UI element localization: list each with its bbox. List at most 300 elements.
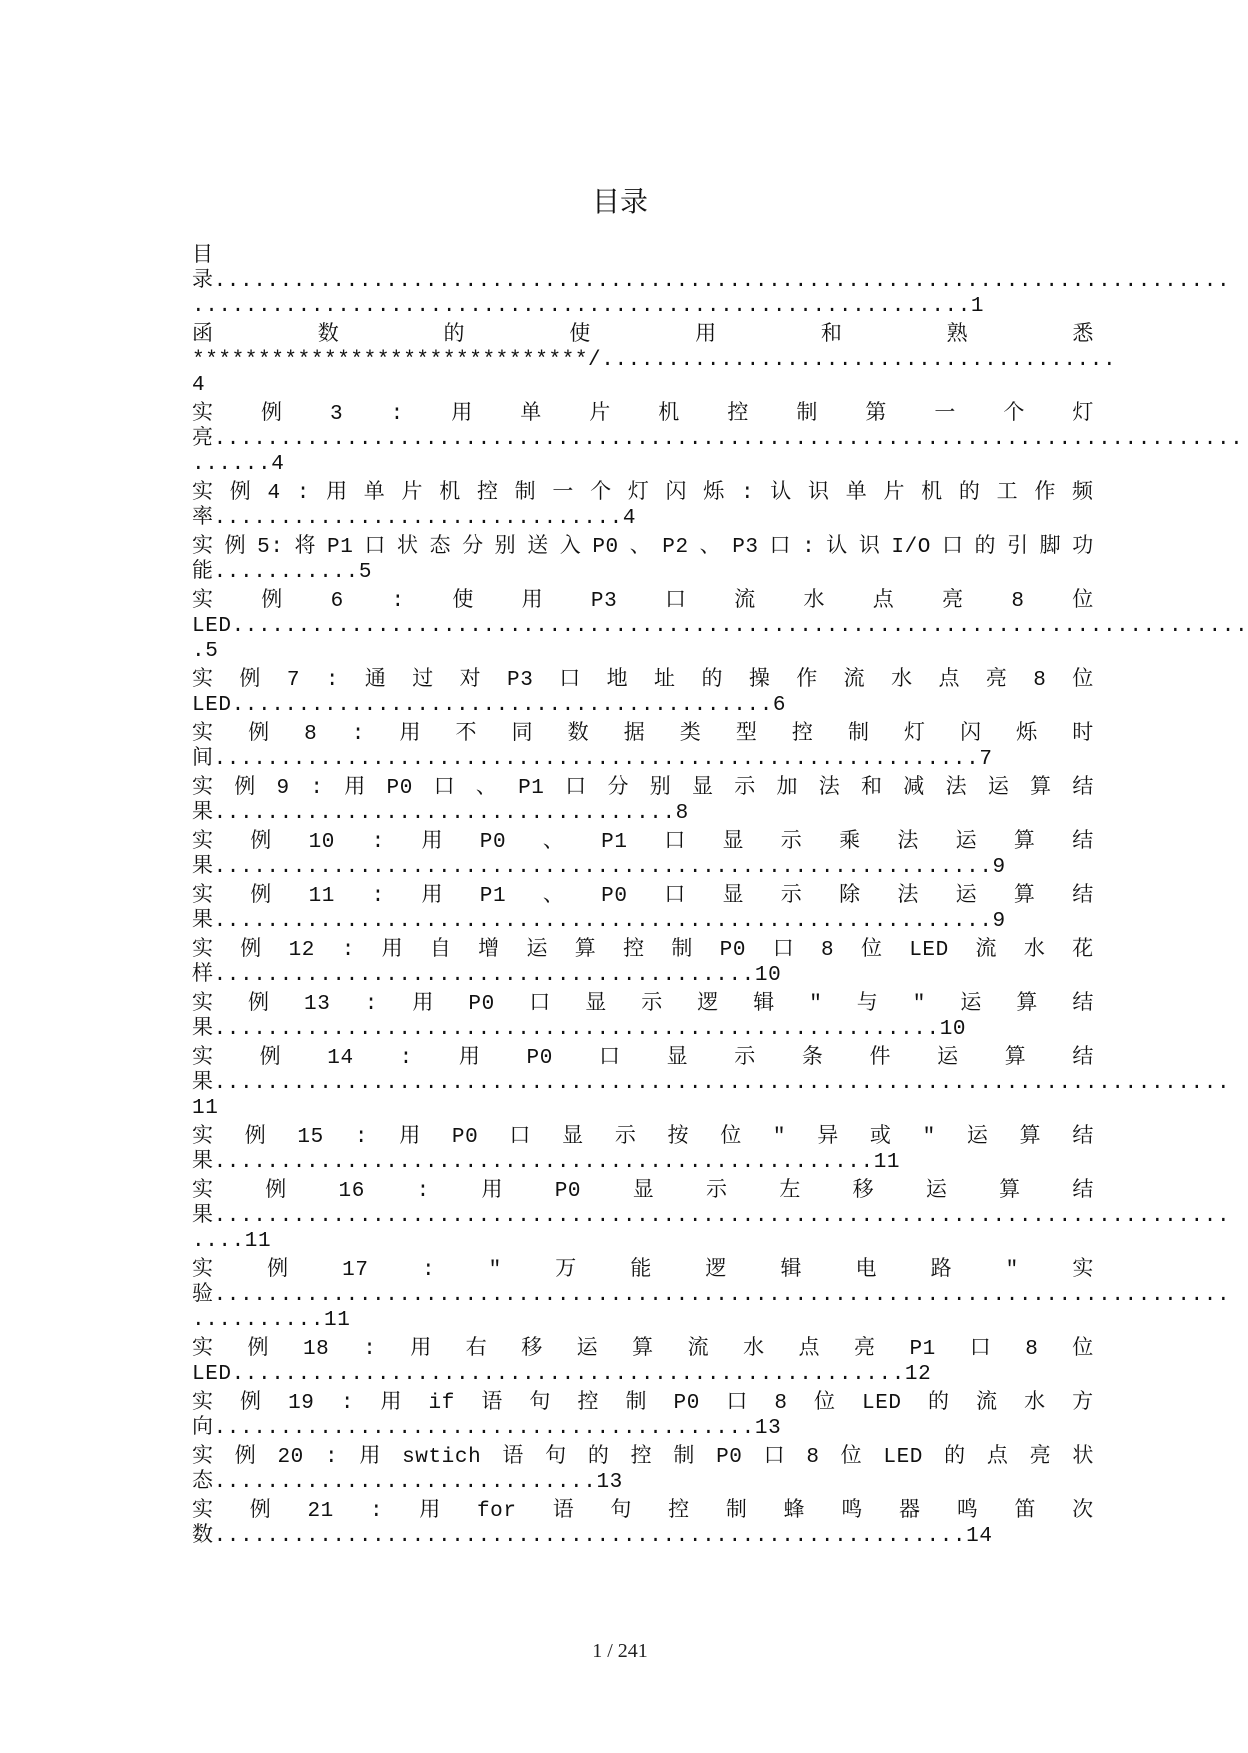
toc-entry-token: 态 (429, 536, 452, 559)
toc-entry-token: P1 (327, 536, 354, 559)
toc-entry-token: 水 (803, 590, 826, 613)
toc-entry-token: 路 (930, 1259, 953, 1282)
toc-entry[interactable] (192, 481, 1094, 531)
toc-entry-token: 示 (734, 777, 756, 800)
page-title: 目录 (591, 185, 648, 218)
toc-entry-token: : (351, 723, 365, 746)
toc-entry-token: : (371, 885, 385, 908)
toc-entry-token: 8 (806, 1446, 820, 1469)
toc-entry-token: 烁 (1016, 723, 1038, 746)
toc-entry-token: 实 (192, 1126, 214, 1149)
toc-entry-token: 不 (455, 723, 478, 746)
toc-entry-token: 显 (562, 1126, 584, 1149)
toc-entry-token: 逻 (705, 1259, 728, 1282)
toc-entry-token: 实 (192, 669, 214, 692)
toc-entry-token: 的 (701, 669, 724, 692)
toc-entry-token: 流 (975, 939, 998, 962)
toc-entry-token: 结 (1072, 993, 1094, 1016)
toc-entry-token: 按 (667, 1126, 690, 1149)
toc-entry-token: LED (883, 1446, 924, 1469)
toc-entry-token: 件 (869, 1047, 892, 1070)
toc-entry-token: 控 (668, 1500, 690, 1523)
toc-entry-token: 同 (511, 723, 534, 746)
toc-entry-token: 片 (589, 403, 611, 426)
toc-entry-token: 花 (1072, 939, 1094, 962)
toc-entry-token: 灯 (1072, 403, 1094, 426)
toc-entry[interactable] (192, 323, 1117, 398)
toc-entry-token: 15 (297, 1126, 324, 1149)
toc-entry-leader-and-page: 样.........................................10 (192, 964, 782, 987)
toc-entry-token: 法 (818, 777, 841, 800)
toc-entry-title-line (192, 1391, 1094, 1416)
toc-entry-token: 认 (826, 536, 848, 559)
toc-entry-token: 实 (192, 1392, 214, 1415)
toc-entry-leader-and-page: 果...........................................................9 (192, 910, 1006, 933)
toc-entry-token: 功 (1072, 536, 1094, 559)
toc-entry-token: 闪 (960, 723, 982, 746)
toc-entry-token: 算 (1013, 885, 1036, 908)
toc-entry-token: 状 (396, 536, 419, 559)
toc-entry-token: P1 (518, 777, 545, 800)
toc-entry-token: 左 (779, 1180, 801, 1203)
toc-entry-token: 亮 (1029, 1446, 1052, 1469)
toc-entry[interactable] (192, 1337, 1094, 1387)
toc-entry[interactable] (192, 1046, 1231, 1121)
toc-entry-token: P1 (601, 831, 628, 854)
toc-entry-token: 9 (276, 777, 290, 800)
toc-entry-token: 法 (945, 777, 968, 800)
toc-entry-token: 实 (192, 831, 214, 854)
toc-entry-token: : (391, 590, 405, 613)
toc-entry-token: : (363, 1338, 377, 1361)
toc-entry-token: 单 (520, 403, 542, 426)
toc-entry-token: " (922, 1126, 936, 1149)
toc-entry-token: 的 (443, 324, 466, 347)
toc-entry-title-line (192, 1337, 1094, 1362)
toc-entry-token: 据 (623, 723, 646, 746)
toc-entry-token: 例 (240, 1392, 262, 1415)
toc-entry-token: 实 (192, 1259, 214, 1282)
toc-entry-token: : (416, 1180, 430, 1203)
toc-entry-token: 分 (462, 536, 484, 559)
toc-entry[interactable] (192, 1179, 1231, 1254)
toc-entry-token: 灯 (627, 482, 650, 505)
toc-entry[interactable] (192, 884, 1094, 934)
toc-entry-token: 点 (798, 1338, 821, 1361)
toc-entry-leader-and-page: LED.........................................6 (192, 694, 787, 717)
toc-entry-token: 器 (899, 1500, 921, 1523)
toc-entry-token: 增 (478, 939, 500, 962)
toc-entry-token: 个 (590, 482, 612, 505)
toc-entry-token: P0 (451, 1126, 479, 1149)
toc-entry-token: 用 (421, 831, 444, 854)
toc-entry-title-line (192, 1179, 1094, 1204)
toc-entry-token: 移 (521, 1338, 543, 1361)
toc-entry-token: 语 (502, 1446, 525, 1469)
toc-entry-title-line (192, 481, 1094, 506)
toc-entry-token: 制 (725, 1500, 748, 1523)
toc-entry-token: 万 (555, 1259, 577, 1282)
toc-entry-token: for (476, 1500, 517, 1523)
toc-entry-token: 使 (452, 590, 474, 613)
toc-entry-title-line (192, 1258, 1094, 1283)
toc-entry-token: 结 (1072, 1047, 1094, 1070)
toc-entry-leader-and-page: 向.........................................13 (192, 1417, 782, 1440)
toc-entry-token: 机 (658, 403, 680, 426)
toc-entry-token: 位 (1072, 669, 1094, 692)
toc-entry-token: 个 (1003, 403, 1025, 426)
toc-entry-token: 控 (623, 939, 645, 962)
toc-entry-token: 例 (234, 1446, 257, 1469)
toc-entry-token: 移 (852, 1180, 875, 1203)
toc-entry-title-line (192, 1445, 1094, 1470)
toc-entry-token: 算 (1016, 993, 1038, 1016)
toc-entry-token: 用 (399, 723, 422, 746)
toc-entry-token: 制 (673, 1446, 695, 1469)
toc-entry-token: 工 (996, 482, 1019, 505)
toc-entry-token: 算 (999, 1180, 1021, 1203)
toc-entry-token: 用 (481, 1180, 504, 1203)
toc-entry-token: 算 (1019, 1126, 1042, 1149)
toc-entry[interactable] (192, 244, 1231, 319)
toc-entry-token: 法 (897, 885, 919, 908)
toc-entry-token: 算 (1030, 777, 1052, 800)
toc-entry-token: 句 (610, 1500, 633, 1523)
toc-entry-token: 8 (1011, 590, 1025, 613)
toc-entry-token: 示 (641, 993, 663, 1016)
toc-entry-leader-and-page: 态.............................13 (192, 1471, 623, 1494)
toc-entry-token: 例 (267, 1259, 289, 1282)
toc-entry-token: 水 (1023, 939, 1046, 962)
toc-entry-token: 结 (1072, 1126, 1094, 1149)
toc-entry-token: : (369, 1500, 384, 1523)
toc-entry-token: P3 (732, 536, 759, 559)
toc-entry-token: 8 (304, 723, 318, 746)
toc-entry-token: 口 (664, 590, 687, 613)
toc-entry-token: 例 (224, 536, 247, 559)
toc-entry-token: 目 (192, 245, 214, 268)
toc-entry-token: 实 (192, 403, 214, 426)
toc-entry-token: 悉 (1072, 324, 1094, 347)
toc-entry-token: 用 (521, 590, 544, 613)
toc-entry-token: 11 (308, 885, 335, 908)
toc-entry-token: swtich (402, 1446, 482, 1469)
toc-entry-token: 实 (192, 993, 214, 1016)
toc-entry-token: 状 (1072, 1446, 1094, 1469)
toc-entry-token: 算 (1004, 1047, 1027, 1070)
toc-entry-leader-and-page: LED............................................................................. .5 (192, 615, 1248, 663)
toc-entry-token: P0 (592, 536, 619, 559)
toc-entry-token: P0 (601, 885, 628, 908)
toc-entry-token: 的 (928, 1392, 950, 1415)
toc-entry-token: 条 (801, 1047, 824, 1070)
toc-entry-token: 作 (1034, 482, 1056, 505)
toc-entry-token: 实 (192, 723, 214, 746)
toc-entry-token: 语 (481, 1392, 503, 1415)
toc-entry-token: 实 (192, 885, 214, 908)
toc-entry-token: 例 (239, 669, 262, 692)
toc-entry-token: 鸣 (841, 1500, 863, 1523)
toc-entry-token: 17 (342, 1259, 369, 1282)
toc-entry-token: : (421, 1259, 436, 1282)
toc-entry-token: 频 (1072, 482, 1094, 505)
toc-entry[interactable] (192, 1391, 1094, 1441)
toc-entry[interactable] (192, 776, 1094, 826)
toc-entry-token: 例 (250, 831, 272, 854)
toc-entry-token: 位 (1072, 1338, 1094, 1361)
toc-entry-token: 例 (248, 993, 270, 1016)
toc-entry-token: 蜂 (783, 1500, 806, 1523)
toc-entry-token: 识 (808, 482, 830, 505)
toc-entry-token: 亮 (942, 590, 964, 613)
toc-entry[interactable] (192, 1445, 1094, 1495)
toc-entry-token: 一 (934, 403, 956, 426)
toc-entry-token: 用 (458, 1047, 481, 1070)
toc-entry-token: 实 (192, 1446, 214, 1469)
toc-entry-token: 运 (987, 777, 1010, 800)
toc-entry-token: 位 (720, 1126, 742, 1149)
toc-entry-token: : (802, 536, 816, 559)
toc-entry-title-line (192, 244, 1094, 269)
toc-entry-token: 结 (1072, 777, 1094, 800)
toc-entry-token: 使 (569, 324, 591, 347)
toc-entry-token: 口 (565, 777, 587, 800)
toc-entry[interactable] (192, 722, 1094, 772)
toc-entry-token: P0 (673, 1392, 700, 1415)
toc-entry-token: 类 (679, 723, 702, 746)
toc-entry-token: 示 (614, 1126, 637, 1149)
toc-entry-title-line (192, 938, 1094, 963)
toc-entry-leader-and-page: 果...................................8 (192, 802, 689, 825)
toc-entry-token: 流 (734, 590, 756, 613)
toc-entry-leader-and-page: 能...........5 (192, 561, 373, 584)
toc-entry-token: I/O (891, 536, 931, 559)
toc-entry-token: 用 (344, 777, 366, 800)
toc-entry-token: 熟 (946, 324, 969, 347)
toc-entry-title-line (192, 323, 1094, 348)
toc-entry-token: 实 (192, 777, 214, 800)
toc-entry-token: 实 (192, 1338, 214, 1361)
toc-entry-token: : (325, 669, 340, 692)
toc-entry-token: 结 (1072, 885, 1094, 908)
toc-entry-token: 、 (629, 536, 652, 559)
toc-entry-token: 运 (937, 1047, 959, 1070)
toc-entry-token: " (809, 993, 823, 1016)
toc-entry-token: 例 (261, 590, 283, 613)
toc-entry-token: : (310, 777, 324, 800)
toc-entry[interactable] (192, 992, 1094, 1042)
toc-entry-token: 例 (248, 723, 270, 746)
toc-entry-token: 口 (529, 993, 551, 1016)
toc-entry-token: 实 (192, 590, 214, 613)
toc-entry-token: 用 (399, 1126, 421, 1149)
toc-entry-token: 加 (776, 777, 799, 800)
toc-entry-token: 算 (574, 939, 597, 962)
toc-entry-token: 21 (307, 1500, 334, 1523)
toc-entry-leader-and-page: 果..................................................11 (192, 1151, 901, 1174)
toc-entry-token: 例 (229, 482, 252, 505)
toc-entry[interactable] (192, 1499, 1094, 1549)
toc-entry-title-line (192, 884, 1094, 909)
toc-entry-token: 口 (364, 536, 387, 559)
toc-entry-token: : (340, 1392, 355, 1415)
toc-entry-token: 控 (727, 403, 749, 426)
toc-entry-token: 、 (699, 536, 722, 559)
toc-entry-token: 点 (986, 1446, 1009, 1469)
toc-entry-token: 减 (903, 777, 925, 800)
toc-entry-title-line (192, 830, 1094, 855)
toc-entry-token: P0 (479, 831, 507, 854)
toc-entry-token: 实 (192, 536, 214, 559)
toc-entry-token: 实 (192, 482, 214, 505)
toc-entry-token: 亮 (985, 669, 1008, 692)
toc-entry-token: 与 (856, 993, 879, 1016)
toc-entry-token: 控 (791, 723, 814, 746)
toc-entry-token: 别 (494, 536, 517, 559)
toc-entry-token: 运 (526, 939, 549, 962)
toc-entry[interactable] (192, 668, 1094, 718)
toc-entry-leader-and-page: 果............................................................................. ....11 (192, 1205, 1231, 1253)
toc-entry-leader-and-page: 果...........................................................9 (192, 856, 1006, 879)
toc-entry-token: 电 (855, 1259, 878, 1282)
toc-entry-token: 的 (944, 1446, 966, 1469)
toc-entry-token: 能 (630, 1259, 652, 1282)
toc-entry[interactable] (192, 830, 1094, 880)
toc-entry-token: : (325, 1446, 339, 1469)
toc-entry-token: 通 (364, 669, 387, 692)
toc-entry-token: 用 (326, 482, 348, 505)
toc-entry-token: 例 (234, 777, 256, 800)
toc-entry-token: 句 (529, 1392, 552, 1415)
page-number: 1 / 241 (592, 1640, 648, 1662)
toc-entry-token: 口 (664, 885, 686, 908)
toc-entry-title-line (192, 535, 1094, 560)
toc-entry-token: 数 (317, 324, 340, 347)
toc-entry-token: 用 (410, 1338, 432, 1361)
toc-entry[interactable] (192, 938, 1094, 988)
toc-entry-token: 显 (585, 993, 607, 1016)
toc-entry[interactable] (192, 535, 1094, 585)
toc-entry-token: 口 (726, 1392, 748, 1415)
toc-entry-token: 片 (883, 482, 906, 505)
toc-entry-token: " (912, 993, 926, 1016)
toc-entry-token: 7 (286, 669, 301, 692)
toc-entry-token: 用 (419, 1500, 441, 1523)
toc-entry-token: : (296, 482, 310, 505)
toc-entry-token: 型 (735, 723, 758, 746)
toc-entry-token: 灯 (904, 723, 926, 746)
toc-entry-token: 次 (1072, 1500, 1094, 1523)
toc-entry-token: 流 (976, 1392, 998, 1415)
toc-entry-token: 亮 (854, 1338, 876, 1361)
toc-entry-token: 水 (891, 669, 913, 692)
toc-entry-token: 示 (706, 1180, 728, 1203)
toc-entry-token: P0 (554, 1180, 582, 1203)
toc-entry-token: 用 (380, 1392, 403, 1415)
toc-entry-token: 送 (527, 536, 549, 559)
toc-entry-token: 实 (192, 939, 214, 962)
toc-entry-token: 显 (722, 885, 745, 908)
toc-entry-token: : (364, 993, 378, 1016)
toc-entry-token: 流 (843, 669, 866, 692)
toc-entry[interactable] (192, 1125, 1094, 1175)
toc-entry-token: 口 (969, 1338, 992, 1361)
toc-entry-token: 运 (960, 993, 982, 1016)
toc-entry-token: 异 (817, 1126, 839, 1149)
toc-entry-token: 的 (974, 536, 997, 559)
toc-entry-token: 、 (475, 777, 498, 800)
toc-entry-token: P0 (468, 993, 495, 1016)
toc-entry-leader-and-page: 果.......................................................10 (192, 1018, 967, 1041)
toc-entry[interactable] (192, 402, 1244, 477)
toc-entry-token: 位 (860, 939, 883, 962)
toc-entry-token: if (428, 1392, 455, 1415)
toc-entry-token: : (399, 1047, 413, 1070)
toc-entry-token: 5: (257, 536, 284, 559)
toc-entry-leader-and-page: 验............................................................................. ..........11 (192, 1284, 1231, 1332)
toc-entry-token: 口 (769, 536, 792, 559)
toc-entry-token: 第 (865, 403, 887, 426)
toc-entry-token: 示 (734, 1047, 756, 1070)
table-of-contents (192, 244, 1248, 1553)
toc-entry-title-line (192, 1046, 1094, 1071)
toc-entry-token: : (740, 482, 755, 505)
toc-entry-token: 运 (576, 1338, 599, 1361)
toc-entry-token: 口 (559, 669, 581, 692)
toc-entry-token: 19 (288, 1392, 315, 1415)
toc-entry-leader-and-page: 率...............................4 (192, 507, 637, 530)
toc-entry-token: 运 (966, 1126, 989, 1149)
toc-entry-token: 辑 (753, 993, 775, 1016)
toc-entry-token: 引 (1007, 536, 1029, 559)
toc-entry-token: 20 (277, 1446, 304, 1469)
toc-entry-token: " (1005, 1259, 1019, 1282)
toc-entry[interactable] (192, 589, 1248, 664)
toc-entry-token: 实 (1072, 1259, 1094, 1282)
toc-entry-token: 10 (308, 831, 335, 854)
toc-entry-token: 单 (363, 482, 386, 505)
toc-entry-token: 脚 (1039, 536, 1062, 559)
toc-entry-token: 例 (259, 1047, 282, 1070)
toc-entry-token: 显 (666, 1047, 689, 1070)
toc-entry-token: 显 (722, 831, 745, 854)
toc-entry-token: 、 (542, 885, 565, 908)
toc-entry-title-line (192, 589, 1094, 614)
toc-entry-title-line (192, 722, 1094, 747)
toc-entry-title-line (192, 776, 1094, 801)
toc-entry-token: 12 (288, 939, 315, 962)
toc-entry-token: " (488, 1259, 502, 1282)
toc-entry-token: 口 (433, 777, 456, 800)
toc-entry-token: P0 (719, 939, 747, 962)
toc-entry-token: 分 (607, 777, 630, 800)
toc-entry-token: 一 (552, 482, 574, 505)
toc-entry-title-line (192, 402, 1094, 427)
toc-entry-token: 自 (429, 939, 452, 962)
toc-entry[interactable] (192, 1258, 1231, 1333)
toc-entry-title-line (192, 1499, 1094, 1524)
toc-entry-title-line (192, 992, 1094, 1017)
toc-entry-token: 片 (401, 482, 424, 505)
toc-entry-token: 识 (858, 536, 881, 559)
toc-entry-token: 示 (780, 831, 803, 854)
toc-entry-token: 4 (267, 482, 281, 505)
toc-entry-token: 例 (265, 1180, 287, 1203)
toc-entry-token: 机 (439, 482, 461, 505)
toc-entry-leader-and-page: 录............................................................................. ...........................................................1 (192, 270, 1231, 318)
toc-entry-leader-and-page: 数.........................................................14 (192, 1525, 993, 1548)
toc-entry-token: 地 (606, 669, 629, 692)
